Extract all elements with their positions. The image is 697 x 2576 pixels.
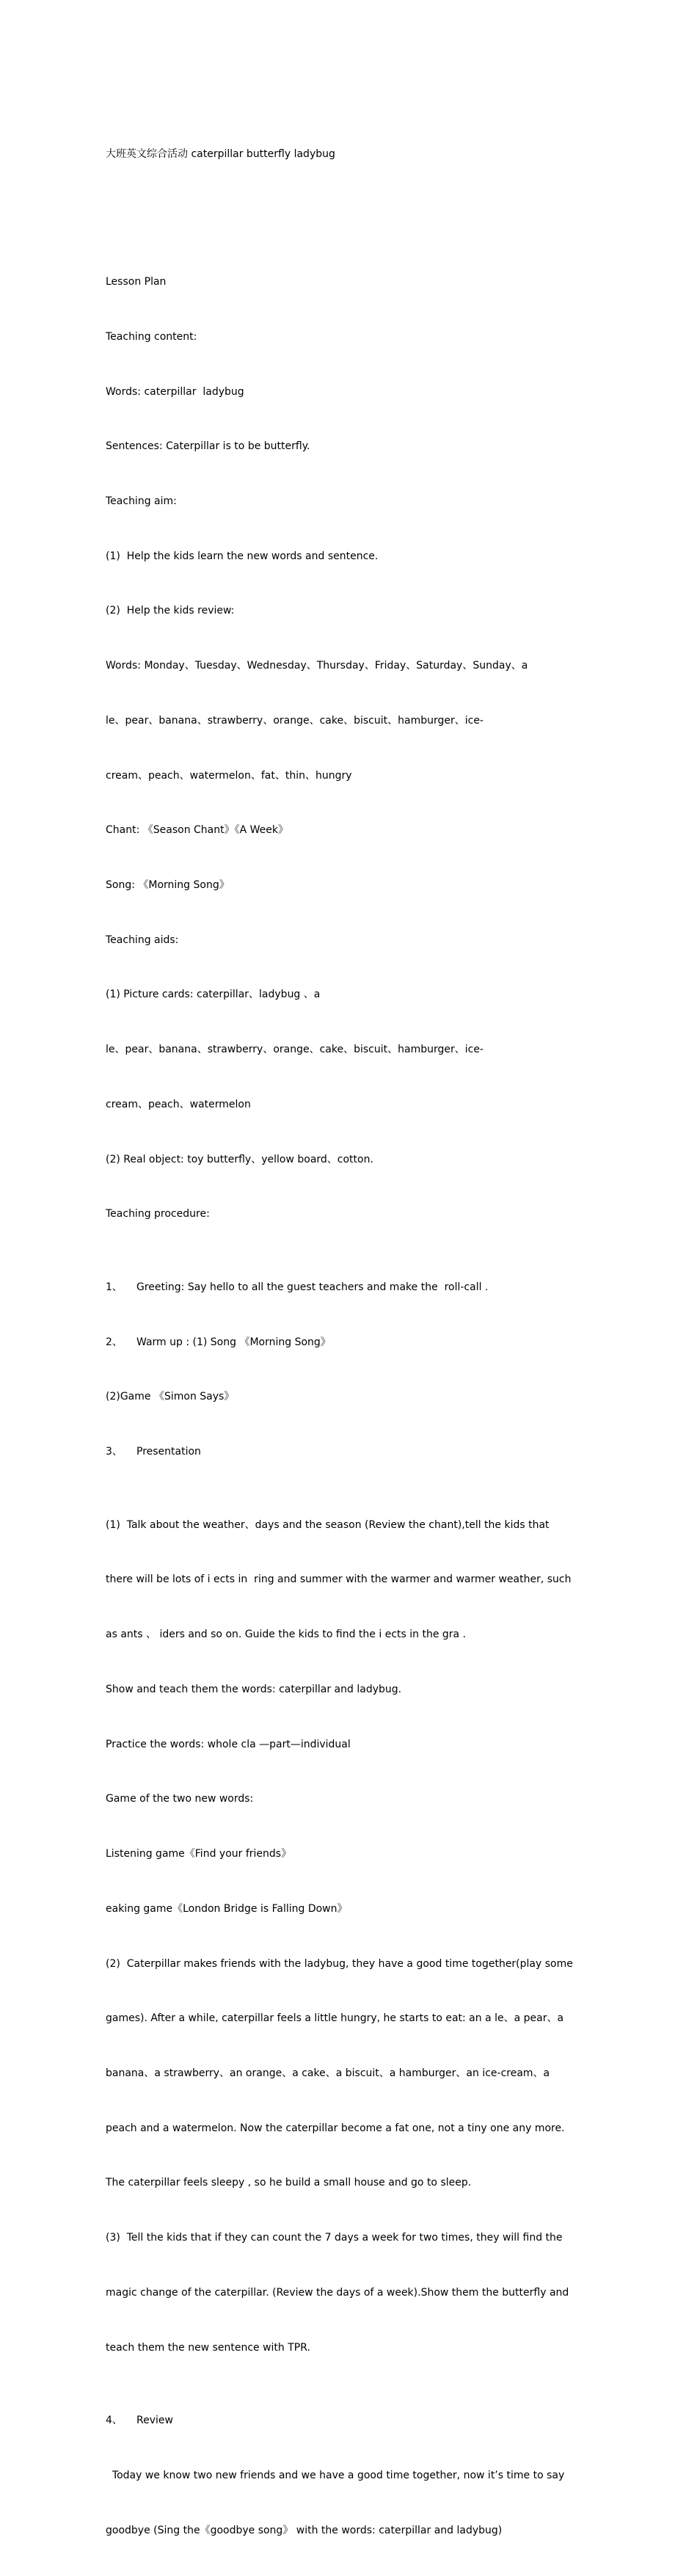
text-line: Song: 《Morning Song》	[106, 879, 230, 892]
text-line: Chant: 《Season Chant》《A Week》	[106, 824, 288, 837]
text-line: Show and teach them the words: caterpillar and ladybug.	[106, 1683, 402, 1695]
procedure-step-4	[106, 2412, 597, 2430]
text-line: le、pear、banana、strawberry、orange、cake、biscuit、hamburger、ice-	[106, 714, 483, 727]
text-line: (1) Talk about the weather、days and the season (Review the chant),tell the kids that	[106, 1518, 550, 1531]
text-line: (2) Help the kids review:	[106, 605, 235, 617]
text-line: (3) Tell the kids that if they can count the 7 days a week for two times, they will find the	[106, 2232, 563, 2244]
section-heading-teaching-aids: Teaching aids:	[106, 934, 179, 946]
section-heading-lesson-plan: Lesson Plan	[106, 276, 167, 288]
step-text: Presentation	[136, 1446, 201, 1458]
text-line: (2) Real object: toy butterfly、yellow board、cotton.	[106, 1153, 373, 1165]
text-line: Words: caterpillar ladybug	[106, 385, 244, 398]
blank-line	[106, 200, 597, 219]
text-line: peach and a watermelon. Now the caterpillar become a fat one, not a tiny one any more.	[106, 2122, 565, 2134]
text-line: Practice the words: whole cla —part—individual	[106, 1738, 351, 1750]
text-line: games). After a while, caterpillar feels a little hungry, he starts to eat: an a le、a pear、a	[106, 2012, 564, 2025]
text-line: (2)Game 《Simon Says》	[106, 1391, 235, 1403]
text-line: le、pear、banana、strawberry、orange、cake、biscuit、hamburger、ice-	[106, 1044, 483, 1056]
text-line: banana、a strawberry、an orange、a cake、a biscuit、a hamburger、an ice-cream、a	[106, 2067, 550, 2079]
text-line: (2) Caterpillar makes friends with the ladybug, they have a good time together(play some	[106, 1957, 573, 1970]
title-chinese: 大班英文综合活动	[106, 148, 188, 160]
step-number: 3、	[106, 1446, 123, 1458]
text-line: Listening game《Find your friends》	[106, 1848, 292, 1860]
text-line: (1) Picture cards: caterpillar、ladybug 、a	[106, 989, 321, 1001]
step-number: 2、	[106, 1336, 123, 1348]
step-number: 4、	[106, 2415, 123, 2427]
text-line: Words: Monday、Tuesday、Wednesday、Thursday、Friday、Saturday、Sunday、a	[106, 660, 528, 672]
step-number: 1、	[106, 1281, 123, 1293]
text-line: The caterpillar feels sleepy , so he build a small house and go to sleep.	[106, 2177, 472, 2189]
step-text: Review	[136, 2415, 173, 2427]
title-english: caterpillar butterfly ladybug	[188, 148, 335, 160]
text-line: Sentences: Caterpillar is to be butterfly.	[106, 440, 310, 453]
procedure-step-3	[106, 1443, 597, 1461]
step-text: Warm up : (1) Song 《Morning Song》	[136, 1336, 331, 1348]
text-line: Game of the two new words:	[106, 1793, 254, 1805]
section-heading-teaching-procedure: Teaching procedure:	[106, 1208, 210, 1220]
document-title	[106, 145, 597, 164]
text-line: eaking game《London Bridge is Falling Down》	[106, 1902, 348, 1915]
text-line: (1) Help the kids learn the new words and sentence.	[106, 550, 379, 562]
text-line: there will be lots of i ects in ring and summer with the warmer and warmer weather, such	[106, 1573, 572, 1586]
step-text: Greeting: Say hello to all the guest teachers and make the roll-call .	[136, 1281, 489, 1293]
section-heading-teaching-content: Teaching content:	[106, 330, 197, 343]
procedure-step-2	[106, 1334, 597, 1352]
text-line: teach them the new sentence with TPR.	[106, 2341, 310, 2354]
text-line: cream、peach、watermelon	[106, 1098, 251, 1110]
text-line: Today we know two new friends and we have a good time together, now it’s time to say	[106, 2469, 565, 2481]
text-line: magic change of the caterpillar. (Review the days of a week).Show them the butterfly and	[106, 2286, 569, 2299]
text-line: cream、peach、watermelon、fat、thin、hungry	[106, 769, 352, 782]
section-heading-teaching-aim: Teaching aim:	[106, 495, 177, 507]
text-line: goodbye (Sing the《goodbye song》 with the words: caterpillar and ladybug)	[106, 2524, 503, 2536]
procedure-step-1	[106, 1278, 597, 1297]
text-line: as ants 、 iders and so on. Guide the kids to find the i ects in the gra .	[106, 1629, 467, 1641]
lesson-plan-body	[106, 109, 597, 2576]
